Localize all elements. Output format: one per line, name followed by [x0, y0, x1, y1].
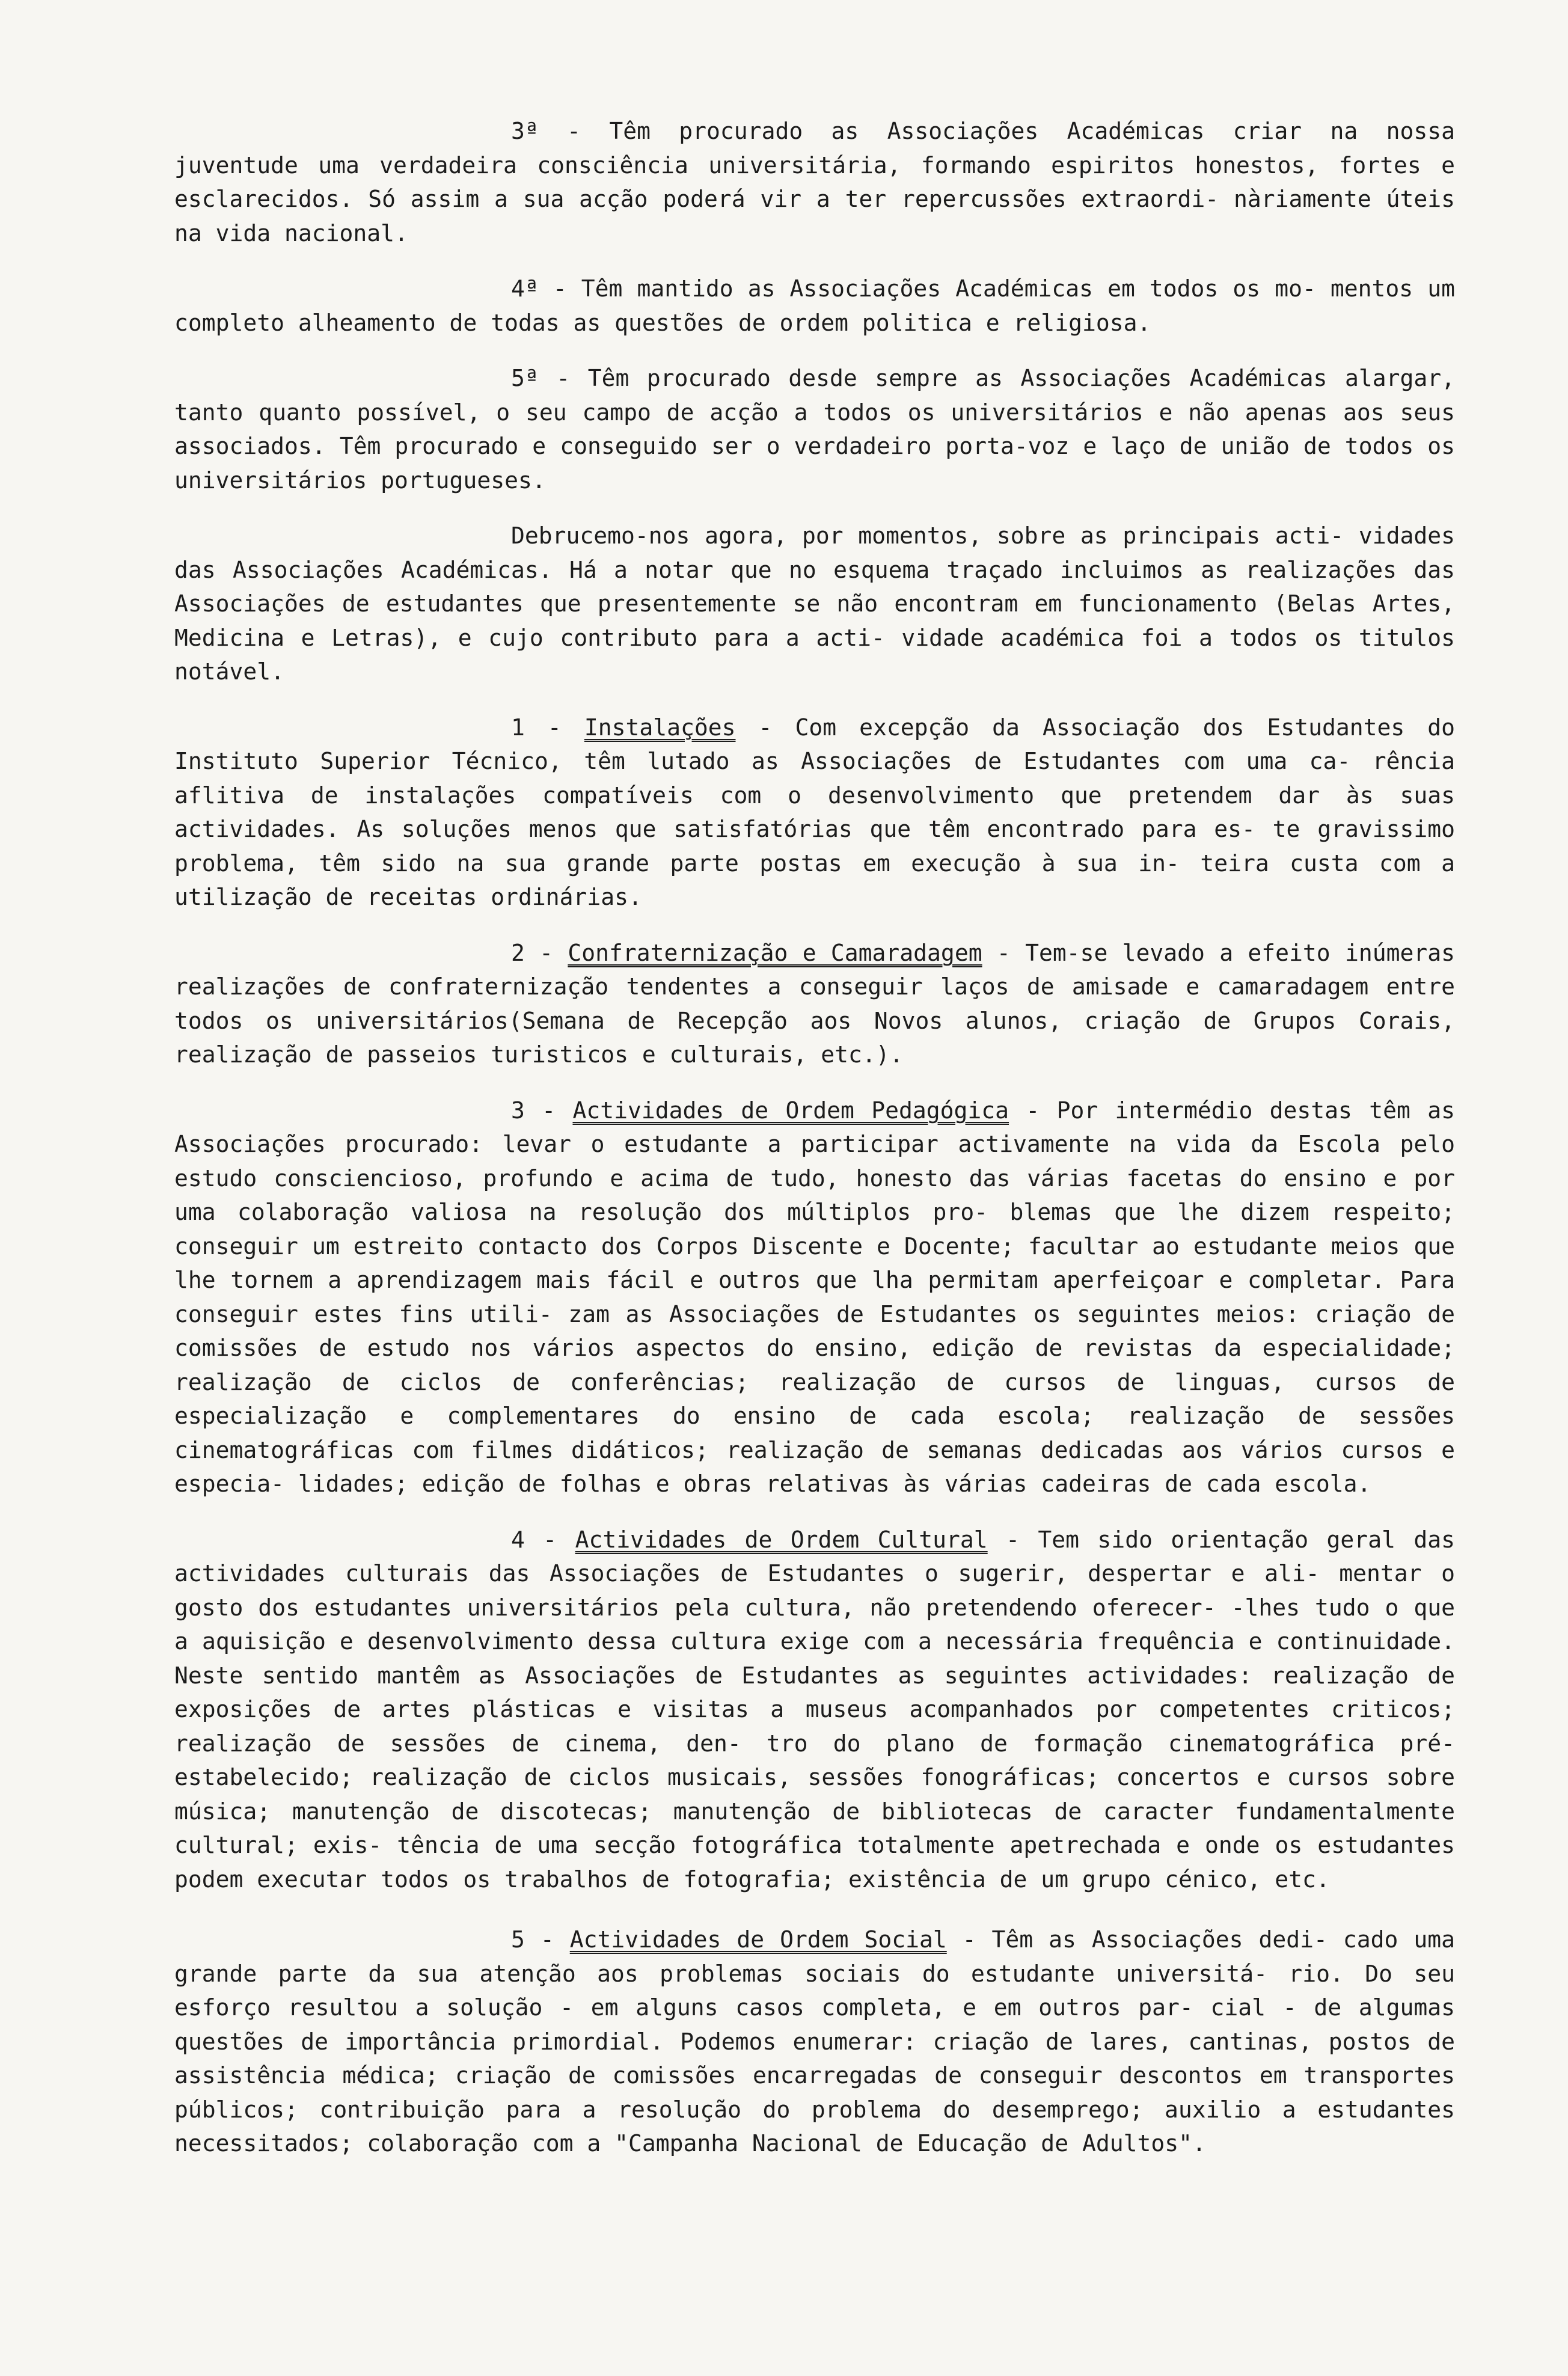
section-installations [174, 711, 1455, 914]
section-number: 5 - [511, 1926, 570, 1953]
section-title: Actividades de Ordem Cultural [575, 1526, 988, 1553]
section-text: - Têm as Associações dedi- cado uma grande parte da sua atenção aos problemas sociais do estudante universitá- rio. Do seu esforço resultou a solução - em alguns casos completa, e em outros par- cial - de algumas questões de importância primordial. Podemos enumerar: criação de lares, cantinas, postos de assistência médica; criação de comissões encarregadas de conseguir descontos em transportes públicos; contribuição para a resolução do problema do desemprego; auxilio a estudantes necessitados; colaboração com a "Campanha Nacional de Educação de Adultos". [174, 1926, 1455, 2157]
paragraph-5a: 5ª - Têm procurado desde sempre as Associações Académicas alargar, tanto quanto possível, o seu campo de acção a todos os universitários e não apenas aos seus associados. Têm procurado e conseguido ser o verdadeiro porta-voz e laço de união de todos os universitários portugueses. [174, 365, 1455, 494]
section-title: Instalações [584, 714, 736, 741]
section-title: Actividades de Ordem Pedagógica [572, 1097, 1009, 1124]
paragraph-4a: 4ª - Têm mantido as Associações Académicas em todos os mo- mentos um completo alheamento de todas as questões de ordem politica e religiosa. [174, 275, 1455, 336]
section-cultural [174, 1523, 1455, 1897]
paragraph-intro-activities: Debrucemo-nos agora, por momentos, sobre as principais acti- vidades das Associações Académicas. Há a notar que no esquema traçado incluimos as realizações das Associações de estudantes que presentemente se não encontram em funcionamento (Belas Artes, Medicina e Letras), e cujo contributo para a acti- vidade académica foi a todos os titulos notável. [174, 522, 1455, 685]
section-title: Confraternização e Camaradagem [568, 939, 982, 966]
section-text: - Tem-se levado a efeito inúmeras realizações de confraternização tendentes a conseguir laços de amisade e camaradagem entre todos os universitários(Semana de Recepção aos Novos alunos, criação de Grupos Corais, realização de passeios turisticos e culturais, etc.). [174, 939, 1455, 1068]
section-text: - Tem sido orientação geral das actividades culturais das Associações de Estudantes o sugerir, despertar e ali- mentar o gosto dos estudantes universitários pela cultura, não pretendendo oferecer- -lhes tudo o que a aquisição e desenvolvimento dessa cultura exige com a necessária frequência e continuidade. Neste sentido mantêm as Associações de Estudantes as seguintes actividades: realização de exposições de artes plásticas e visitas a museus acompanhados por competentes criticos; realização de sessões de cinema, den- tro do plano de formação cinematográfica pré-estabelecido; realização de ciclos musicais, sessões fonográficas; concertos e cursos sobre música; manutenção de discotecas; manutenção de bibliotecas de caracter fundamentalmente cultural; exis- tência de uma secção fotográfica totalmente apetrechada e onde os estudantes podem executar todos os trabalhos de fotografia; existência de um grupo cénico, etc. [174, 1526, 1455, 1893]
section-text: - Com excepção da Associação dos Estudantes do Instituto Superior Técnico, têm lutado as Associações de Estudantes com uma ca- rência aflitiva de instalações compatíveis com o desenvolvimento que pretendem dar às suas actividades. As soluções menos que satisfatórias que têm encontrado para es- te gravissimo problema, têm sido na sua grande parte postas em execução à sua in- teira custa com a utilização de receitas ordinárias. [174, 714, 1456, 910]
section-number: 1 - [511, 714, 584, 741]
section-number: 4 - [511, 1526, 575, 1553]
section-social [174, 1923, 1455, 2161]
document-page [174, 114, 1455, 2161]
section-number: 2 - [511, 939, 568, 966]
section-title: Actividades de Ordem Social [569, 1926, 947, 1953]
section-fellowship [174, 936, 1455, 1072]
section-number: 3 - [511, 1097, 573, 1124]
paragraph-3a: 3ª - Têm procurado as Associações Académicas criar na nossa juventude uma verdadeira consciência universitária, formando espiritos honestos, fortes e esclarecidos. Só assim a sua acção poderá vir a ter repercussões extraordi- nàriamente úteis na vida nacional. [174, 118, 1455, 246]
section-text: - Por intermédio destas têm as Associações procurado: levar o estudante a participar activamente na vida da Escola pelo estudo consciencioso, profundo e acima de tudo, honesto das várias facetas do ensino e por uma colaboração valiosa na resolução dos múltiplos pro- blemas que lhe dizem respeito; conseguir um estreito contacto dos Corpos Discente e Docente; facultar ao estudante meios que lhe tornem a aprendizagem mais fácil e outros que lha permitam aperfeiçoar e completar. Para conseguir estes fins utili- zam as Associações de Estudantes os seguintes meios: criação de comissões de estudo nos vários aspectos do ensino, edição de revistas da especialidade; realização de ciclos de conferências; realização de cursos de linguas, cursos de especialização e complementares do ensino de cada escola; realização de sessões cinematográficas com filmes didáticos; realização de semanas dedicadas aos vários cursos e especia- lidades; edição de folhas e obras relativas às várias cadeiras de cada escola. [174, 1097, 1455, 1497]
section-pedagogical [174, 1094, 1455, 1501]
